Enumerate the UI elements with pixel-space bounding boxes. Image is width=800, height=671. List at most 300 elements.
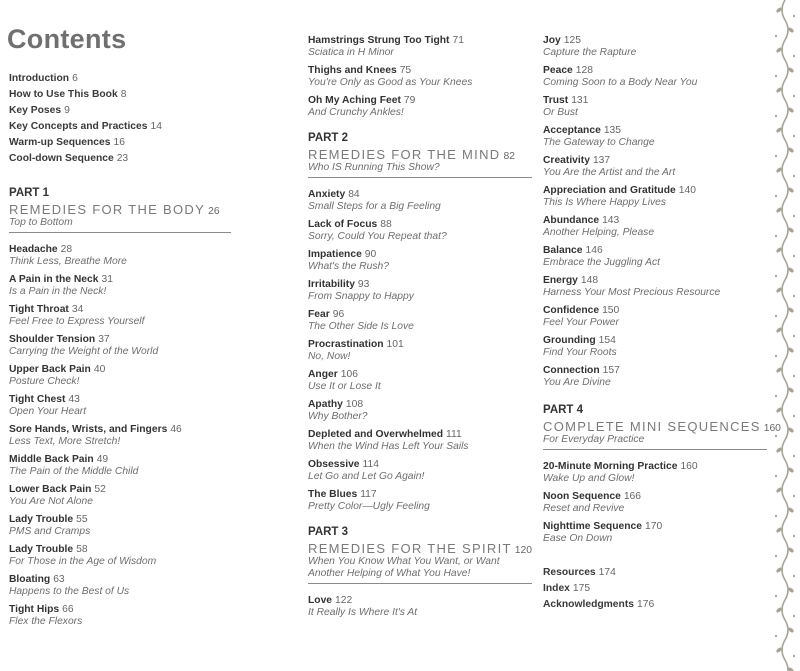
entry-title-line [9,573,231,586]
entry-page: 143 [602,215,620,226]
entry-title: A Pain in the Neck [9,274,99,285]
vine-dot [793,15,795,17]
entry-title-line [308,338,532,351]
entry-page: 52 [94,484,106,495]
part-page: 82 [503,151,515,162]
entry-title: Introduction [9,73,70,84]
entry-title-line [308,218,532,231]
toc-entry[interactable] [308,308,532,333]
entry-title: Acknowledgments [543,599,634,610]
entry-subtitle: Flex the Flexors [9,616,83,627]
part-heading-text: COMPLETE MINI SEQUENCES [543,419,761,434]
entry-subtitle: Happens to the Best of Us [9,586,130,597]
toc-entry-cool-down[interactable] [9,152,231,168]
entry-title-line [308,458,532,471]
entry-page: 75 [399,65,412,76]
vine-stem [782,0,788,671]
vine-dot [775,555,777,557]
toc-entry[interactable] [9,513,231,538]
entry-subtitle: You Are Not Alone [9,496,93,507]
vine-dot [775,635,777,637]
vine-dot [793,615,795,617]
entry-title: Lady Trouble [9,544,74,555]
entry-title: Thighs and Knees [308,65,397,76]
entry-page: 55 [76,514,88,525]
entry-title-line [9,513,231,526]
vine-dot [775,595,777,597]
entry-title: Apathy [308,399,343,410]
entry-title: Warm-up Sequences [9,137,111,148]
entry-title: Tight Hips [9,604,60,615]
entry-page: 71 [452,35,464,46]
part-subtitle [308,556,532,584]
toc-entry[interactable] [9,303,231,328]
entry-title: Grounding [543,335,596,346]
part-2-entries [308,188,532,513]
part-1-entries [9,243,231,628]
entry-subtitle: Ease On Down [543,533,613,544]
entry-title-line [308,64,532,77]
entry-title-line [308,188,532,201]
vine-dot [793,255,795,257]
entry-title: Tight Chest [9,394,66,405]
entry-page: 137 [592,155,611,166]
entry-page: 40 [93,364,106,375]
entry-subtitle: Why Bother? [308,411,368,422]
vine-dot [793,415,795,417]
entry-title: Hamstrings Strung Too Tight [308,35,450,46]
entry-title: Oh My Aching Feet [308,95,401,106]
entry-title: Sore Hands, Wrists, and Fingers [9,424,168,435]
entry-page: 140 [678,185,696,196]
entry-title-line [308,398,532,411]
entry-title-line [543,64,767,77]
entry-subtitle: Think Less, Breathe More [9,256,127,267]
toc-entry[interactable] [9,543,231,568]
entry-page: 16 [113,137,125,148]
entry-title: Index [543,583,570,594]
entry-title: Headache [9,244,58,255]
toc-entry[interactable] [543,490,767,515]
entry-subtitle: Another Helping, Please [543,227,655,238]
entry-title: Middle Back Pain [9,454,94,465]
entry-subtitle: You Are the Artist and the Art [543,167,676,178]
toc-entry-how-to-use[interactable] [9,88,231,104]
entry-page: 150 [602,305,620,316]
toc-entry[interactable] [9,273,231,298]
entry-subtitle: Harness Your Most Precious Resource [543,287,721,298]
toc-entry[interactable] [543,94,767,119]
entry-page: 84 [348,189,360,200]
entry-subtitle: The Other Side Is Love [308,321,414,332]
entry-title-line [9,603,231,616]
entry-title: Key Concepts and Practices [9,121,148,132]
entry-title-line [308,368,532,381]
entry-page: 106 [340,369,358,380]
entry-title: Fear [308,309,330,320]
entry-subtitle: Use It or Lose It [308,381,381,392]
toc-entry[interactable] [9,603,231,628]
vine-dot [775,315,777,317]
toc-column-2 [308,34,532,624]
part-heading[interactable] [9,202,231,217]
part-heading[interactable] [543,419,781,434]
entry-page: 122 [335,595,353,606]
vine-dot [775,35,777,37]
toc-entry[interactable] [543,34,767,59]
entry-subtitle: The Gateway to Change [543,137,655,148]
vine-dot [793,295,795,297]
entry-page: 6 [72,73,78,84]
entry-title-line [9,483,231,496]
entry-title: Joy [543,35,561,46]
entry-page: 34 [71,304,84,315]
entry-page: 14 [150,121,162,132]
entry-title-line [9,243,231,256]
entry-title: Abundance [543,215,600,226]
entry-title: Energy [543,275,578,286]
entry-title: Resources [543,567,596,578]
entry-page: 175 [572,583,591,594]
part-label: PART 2 [308,132,349,144]
part-label: PART 3 [308,526,349,538]
entry-title: Trust [543,95,569,106]
toc-entry[interactable] [308,338,532,363]
toc-entry-key-concepts[interactable] [9,120,231,136]
entry-title: Lack of Focus [308,219,378,230]
entry-subtitle: It Really Is Where It's At [308,607,418,618]
part-page: 160 [763,423,781,434]
vine-dot [793,215,795,217]
vine-dot [775,355,777,357]
entry-title: How to Use This Book [9,89,118,100]
entry-title: Connection [543,365,600,376]
entry-subtitle: You Are Divine [543,377,611,388]
entry-subtitle: Feel Your Power [543,317,619,328]
entry-page: 131 [571,95,589,106]
entry-page: 108 [345,399,364,410]
vine-dot [793,335,795,337]
entry-title: Anger [308,369,338,380]
part-heading-text: REMEDIES FOR THE MIND [308,147,501,162]
toc-entry-acknowledgments[interactable] [543,598,767,614]
toc-entry[interactable] [9,243,231,268]
spacer [543,550,767,566]
entry-subtitle: This Is Where Happy Lives [543,197,667,208]
toc-entry[interactable] [308,64,532,89]
toc-entry[interactable] [9,423,231,448]
toc-entry[interactable] [543,214,767,239]
entry-subtitle: The Pain of the Middle Child [9,466,139,477]
entry-title-line [308,488,532,501]
toc-entry[interactable] [308,458,532,483]
vine-dot [793,535,795,537]
entry-page: 63 [53,574,65,585]
entry-title-line [9,273,231,286]
part-1-header [9,186,231,233]
entry-title-line [9,333,231,346]
entry-subtitle: Find Your Roots [543,347,617,358]
toc-entry[interactable] [9,333,231,358]
toc-entry[interactable] [9,393,231,418]
entry-page: 46 [170,424,182,435]
toc-entry[interactable] [543,304,767,329]
entry-title: Nighttime Sequence [543,521,642,532]
entry-title-line [308,278,532,291]
entry-title-line [543,334,767,347]
toc-entry[interactable] [9,453,231,478]
vine-dot [775,115,777,117]
entry-title-line [543,304,767,317]
part-page: 26 [208,206,220,217]
part-3-header [308,525,532,584]
toc-entry[interactable] [308,398,532,423]
toc-entry[interactable] [9,363,231,388]
toc-entry[interactable] [543,274,767,299]
entry-title-line [543,124,767,137]
part-heading[interactable] [308,541,532,556]
vine-dot [775,155,777,157]
toc-entry[interactable] [543,64,767,89]
part-label: PART 1 [9,187,50,199]
toc-entry-warm-up[interactable] [9,136,231,152]
entry-title: 20-Minute Morning Practice [543,461,678,472]
entry-subtitle: Posture Check! [9,376,80,387]
entry-title-line [543,34,767,47]
entry-page: 88 [380,219,392,230]
toc-entry[interactable] [308,188,532,213]
entry-page: 101 [386,339,404,350]
entry-subtitle: What's the Rush? [308,261,389,272]
entry-subtitle: PMS and Cramps [9,526,91,537]
part-label: PART 4 [543,404,584,416]
toc-entry[interactable] [308,34,532,59]
toc-entry[interactable] [308,488,532,513]
toc-entry[interactable] [543,520,767,545]
entry-title: Confidence [543,305,600,316]
vine-dot [775,395,777,397]
entry-subtitle: You're Only as Good as Your Knees [308,77,473,88]
entry-page: 176 [636,599,655,610]
vine-dot [793,575,795,577]
entry-page: 93 [357,279,370,290]
part-heading-text: REMEDIES FOR THE BODY [9,202,206,217]
vine-dot [775,235,777,237]
entry-title-line [308,308,532,321]
entry-title-line [9,303,231,316]
entry-subtitle: Capture the Rapture [543,47,637,58]
vine-dot [775,515,777,517]
entry-title: Appreciation and Gratitude [543,185,676,196]
vine-dot [793,95,795,97]
front-matter-list [9,72,231,168]
vine-ornament-icon [770,0,800,671]
entry-subtitle: Reset and Revive [543,503,625,514]
entry-subtitle: Feel Free to Express Yourself [9,316,145,327]
entry-page: 79 [403,95,416,106]
entry-page: 148 [580,275,599,286]
entry-title-line [308,594,532,607]
entry-subtitle: Carrying the Weight of the World [9,346,159,357]
entry-title: Lady Trouble [9,514,74,525]
part-subtitle-line: When You Know What You Want, or Want [308,556,500,567]
entry-page: 166 [623,491,641,502]
entry-title-line [543,364,767,377]
entry-page: 170 [644,521,663,532]
toc-entry[interactable] [543,184,767,209]
entry-title-line [543,460,767,473]
toc-entry[interactable] [308,368,532,393]
entry-subtitle: Pretty Color—Ugly Feeling [308,501,430,512]
part-subtitle: For Everyday Practice [543,434,767,450]
toc-entry-introduction[interactable] [9,72,231,88]
entry-subtitle: Wake Up and Glow! [543,473,635,484]
toc-entry[interactable] [308,428,532,453]
entry-page: 135 [603,125,621,136]
entry-page: 154 [598,335,616,346]
entry-page: 160 [680,461,698,472]
entry-title-line [308,94,532,107]
entry-title-line [9,543,231,556]
toc-entry[interactable] [9,573,231,598]
entry-title-line [543,154,767,167]
part-page: 120 [514,545,532,556]
entry-title-line [9,423,231,436]
part-subtitle: Top to Bottom [9,217,231,233]
toc-entry[interactable] [543,460,767,485]
entry-subtitle: Sciatica in H Minor [308,47,394,58]
toc-entry[interactable] [543,364,767,389]
part-subtitle-line: Another Helping of What You Have! [308,568,471,579]
vine-dot [793,495,795,497]
toc-entry[interactable] [308,278,532,303]
toc-entry-index[interactable] [543,582,767,598]
entry-title: Lower Back Pain [9,484,92,495]
page-title: Contents [7,24,127,54]
toc-entry-resources[interactable] [543,566,767,582]
entry-page: 58 [76,544,88,555]
entry-title-line [543,214,767,227]
entry-title: Noon Sequence [543,491,621,502]
entry-title: Impatience [308,249,362,260]
entry-subtitle: Small Steps for a Big Feeling [308,201,441,212]
entry-title-line [9,393,231,406]
toc-entry[interactable] [543,154,767,179]
entry-page: 31 [101,274,113,285]
entry-page: 49 [96,454,109,465]
entry-title-line [9,453,231,466]
entry-subtitle: When the Wind Has Left Your Sails [308,441,469,452]
entry-title: Love [308,595,333,606]
entry-page: 146 [585,245,603,256]
entry-subtitle: Coming Soon to a Body Near You [543,77,698,88]
entry-title: Procrastination [308,339,384,350]
entry-title-line [543,94,767,107]
entry-subtitle: Less Text, More Stretch! [9,436,121,447]
entry-title-line [543,184,767,197]
toc-entry[interactable] [543,124,767,149]
entry-title: Cool-down Sequence [9,153,114,164]
part-heading[interactable] [308,147,532,162]
toc-column-3 [543,34,781,614]
vine-dot [793,135,795,137]
entry-title: Irritability [308,279,355,290]
vine-dot [793,175,795,177]
entry-subtitle: Open Your Heart [9,406,87,417]
vine-dot [775,195,777,197]
entry-title: Shoulder Tension [9,334,96,345]
entry-title-line [543,490,767,503]
toc-entry[interactable] [308,94,532,119]
entry-title: Key Poses [9,105,62,116]
entry-page: 117 [360,489,377,500]
part-2-header [308,131,532,178]
entry-title: Bloating [9,574,51,585]
entry-page: 90 [364,249,377,260]
entry-page: 8 [120,89,127,100]
entry-subtitle: And Crunchy Ankles! [308,107,404,118]
entry-title-line [9,363,231,376]
toc-entry-key-poses[interactable] [9,104,231,120]
toc-entry[interactable] [308,218,532,243]
entry-title-line [543,274,767,287]
toc-entry[interactable] [308,594,532,619]
entry-page: 128 [575,65,593,76]
entry-title: The Blues [308,489,358,500]
toc-entry[interactable] [9,483,231,508]
entry-title: Upper Back Pain [9,364,91,375]
toc-entry[interactable] [308,248,532,273]
entry-title-line [308,34,532,47]
toc-entry[interactable] [543,244,767,269]
vine-dot [793,375,795,377]
entry-title: Creativity [543,155,590,166]
entry-title: Depleted and Overwhelmed [308,429,444,440]
entry-page: 114 [362,459,379,470]
entry-page: 9 [64,105,70,116]
part-4-header [543,403,781,450]
entry-title: Acceptance [543,125,601,136]
entry-page: 174 [598,567,616,578]
entry-title-line [543,244,767,257]
entry-page: 23 [116,153,129,164]
vine-dot [793,655,795,657]
entry-title: Tight Throat [9,304,69,315]
entry-title-line [308,248,532,261]
entry-page: 96 [332,309,345,320]
entry-title: Obsessive [308,459,360,470]
vine-dot [793,55,795,57]
vine-dot [775,275,777,277]
entry-page: 43 [68,394,80,405]
entry-title: Anxiety [308,189,346,200]
entry-title: Peace [543,65,573,76]
entry-title-line [543,520,767,533]
entry-page: 37 [98,334,110,345]
vine-dot [775,435,777,437]
toc-column-1 [9,72,231,633]
entry-page: 125 [563,35,581,46]
part-heading-text: REMEDIES FOR THE SPIRIT [308,541,512,556]
toc-entry[interactable] [543,334,767,359]
entry-title: Balance [543,245,583,256]
vine-dot [793,455,795,457]
entry-subtitle: Let Go and Let Go Again! [308,471,425,482]
vine-dot [775,475,777,477]
entry-page: 157 [602,365,620,376]
entry-page: 28 [60,244,73,255]
entry-page: 111 [446,429,462,440]
